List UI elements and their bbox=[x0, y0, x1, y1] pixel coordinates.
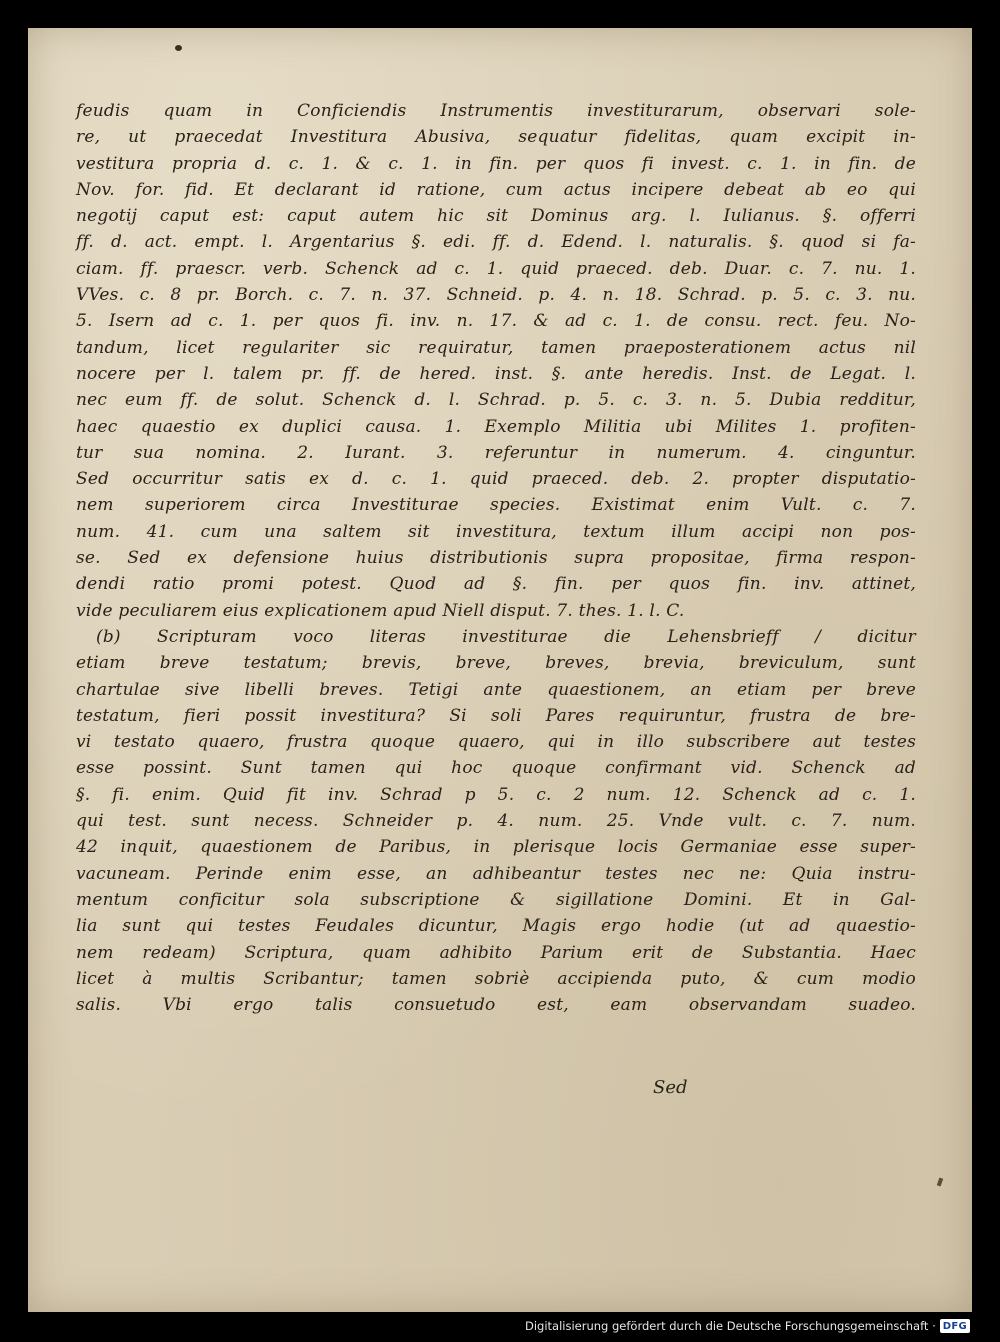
book-page bbox=[28, 28, 972, 1312]
text-line: nocere per l. talem pr. ff. de hered. inst. §. ante heredis. Inst. de Legat. l. bbox=[76, 363, 916, 384]
text-line: chartulae sive libelli breves. Tetigi ante quaestionem, an etiam per breve bbox=[76, 679, 916, 700]
text-line: esse possint. Sunt tamen qui hoc quoque confirmant vid. Schenck ad bbox=[76, 758, 916, 779]
digitization-credit bbox=[525, 1319, 970, 1333]
text-line: ciam. ff. praescr. verb. Schenck ad c. 1. quid praeced. deb. Duar. c. 7. nu. 1. bbox=[76, 258, 916, 279]
text-line: licet à multis Scribantur; tamen sobriè accipienda puto, & cum modio bbox=[76, 968, 916, 989]
text-line: vi testato quaero, frustra quoque quaero, qui in illo subscribere aut testes bbox=[76, 732, 916, 753]
text-line: 42 inquit, quaestionem de Paribus, in plerisque locis Germaniae esse super- bbox=[76, 837, 916, 858]
credit-text: Digitalisierung gefördert durch die Deutsche Forschungsgemeinschaft · bbox=[524, 1319, 936, 1333]
dfg-logo: DFG bbox=[940, 1319, 970, 1333]
text-line: Sed occurritur satis ex d. c. 1. quid praeced. deb. 2. propter disputatio- bbox=[76, 469, 916, 490]
text-line: 5. Isern ad c. 1. per quos fi. inv. n. 17. & ad c. 1. de consu. rect. feu. No- bbox=[76, 311, 916, 332]
text-line: nec eum ff. de solut. Schenck d. l. Schrad. p. 5. c. 3. n. 5. Dubia redditur, bbox=[76, 390, 916, 411]
text-line: num. 41. cum una saltem sit investitura, textum illum accipi non pos- bbox=[76, 521, 916, 542]
text-line: VVes. c. 8 pr. Borch. c. 7. n. 37. Schneid. p. 4. n. 18. Schrad. p. 5. c. 3. nu. bbox=[76, 285, 916, 306]
text-line: negotij caput est: caput autem hic sit Dominus arg. l. Iulianus. §. offerri bbox=[76, 206, 916, 227]
text-line: lia sunt qui testes Feudales dicuntur, Magis ergo hodie (ut ad quaestio- bbox=[76, 916, 916, 937]
text-line: haec quaestio ex duplici causa. 1. Exemplo Militia ubi Milites 1. profiten- bbox=[76, 416, 916, 437]
text-line: salis. Vbi ergo talis consuetudo est, eam observandam suadeo. bbox=[76, 995, 916, 1016]
text-line: mentum conficitur sola subscriptione & sigillatione Domini. Et in Gal- bbox=[76, 889, 916, 910]
text-line: vide peculiarem eius explicationem apud Niell disput. 7. thes. 1. l. C. bbox=[76, 600, 685, 621]
text-line: nem superiorem circa Investiturae species. Existimat enim Vult. c. 7. bbox=[76, 495, 916, 516]
text-line: tandum, licet regulariter sic requiratur, tamen praeposterationem actus nil bbox=[76, 337, 916, 358]
text-line: etiam breve testatum; brevis, breve, breves, brevia, breviculum, sunt bbox=[76, 653, 916, 674]
text-line: vacuneam. Perinde enim esse, an adhibeantur testes nec ne: Quia instru- bbox=[76, 863, 916, 884]
text-line: testatum, fieri possit investitura? Si soli Pares requiruntur, frustra de bre- bbox=[76, 705, 916, 726]
text-line: ff. d. act. empt. l. Argentarius §. edi. ff. d. Edend. l. naturalis. §. quod si fa- bbox=[76, 232, 916, 253]
catchword: Sed bbox=[653, 1077, 688, 1098]
text-line: se. Sed ex defensione huius distributionis supra propositae, firma respon- bbox=[76, 548, 916, 569]
text-line: §. fi. enim. Quid fit inv. Schrad p 5. c. 2 num. 12. Schenck ad c. 1. bbox=[76, 784, 916, 805]
text-line: vestitura propria d. c. 1. & c. 1. in fin. per quos fi invest. c. 1. in fin. de bbox=[76, 153, 916, 174]
ink-mark bbox=[937, 1178, 943, 1187]
body-text bbox=[76, 98, 916, 1018]
text-line: dendi ratio promi potest. Quod ad §. fin. per quos fin. inv. attinet, bbox=[76, 574, 916, 595]
ink-dot bbox=[175, 45, 182, 51]
text-line: Nov. for. fid. Et declarant id ratione, cum actus incipere debeat ab eo qui bbox=[76, 179, 916, 200]
text-line: feudis quam in Conficiendis Instrumentis investiturarum, observari sole- bbox=[76, 101, 916, 121]
text-line: nem redeam) Scriptura, quam adhibito Parium erit de Substantia. Haec bbox=[76, 942, 916, 963]
text-line: re, ut praecedat Investitura Abusiva, sequatur fidelitas, quam excipit in- bbox=[76, 127, 916, 148]
text-line: (b) Scripturam voco literas investiturae die Lehensbrieff / dicitur bbox=[96, 626, 916, 647]
text-line: qui test. sunt necess. Schneider p. 4. num. 25. Vnde vult. c. 7. num. bbox=[76, 811, 916, 832]
text-line: tur sua nomina. 2. Iurant. 3. referuntur in numerum. 4. cinguntur. bbox=[76, 442, 916, 463]
